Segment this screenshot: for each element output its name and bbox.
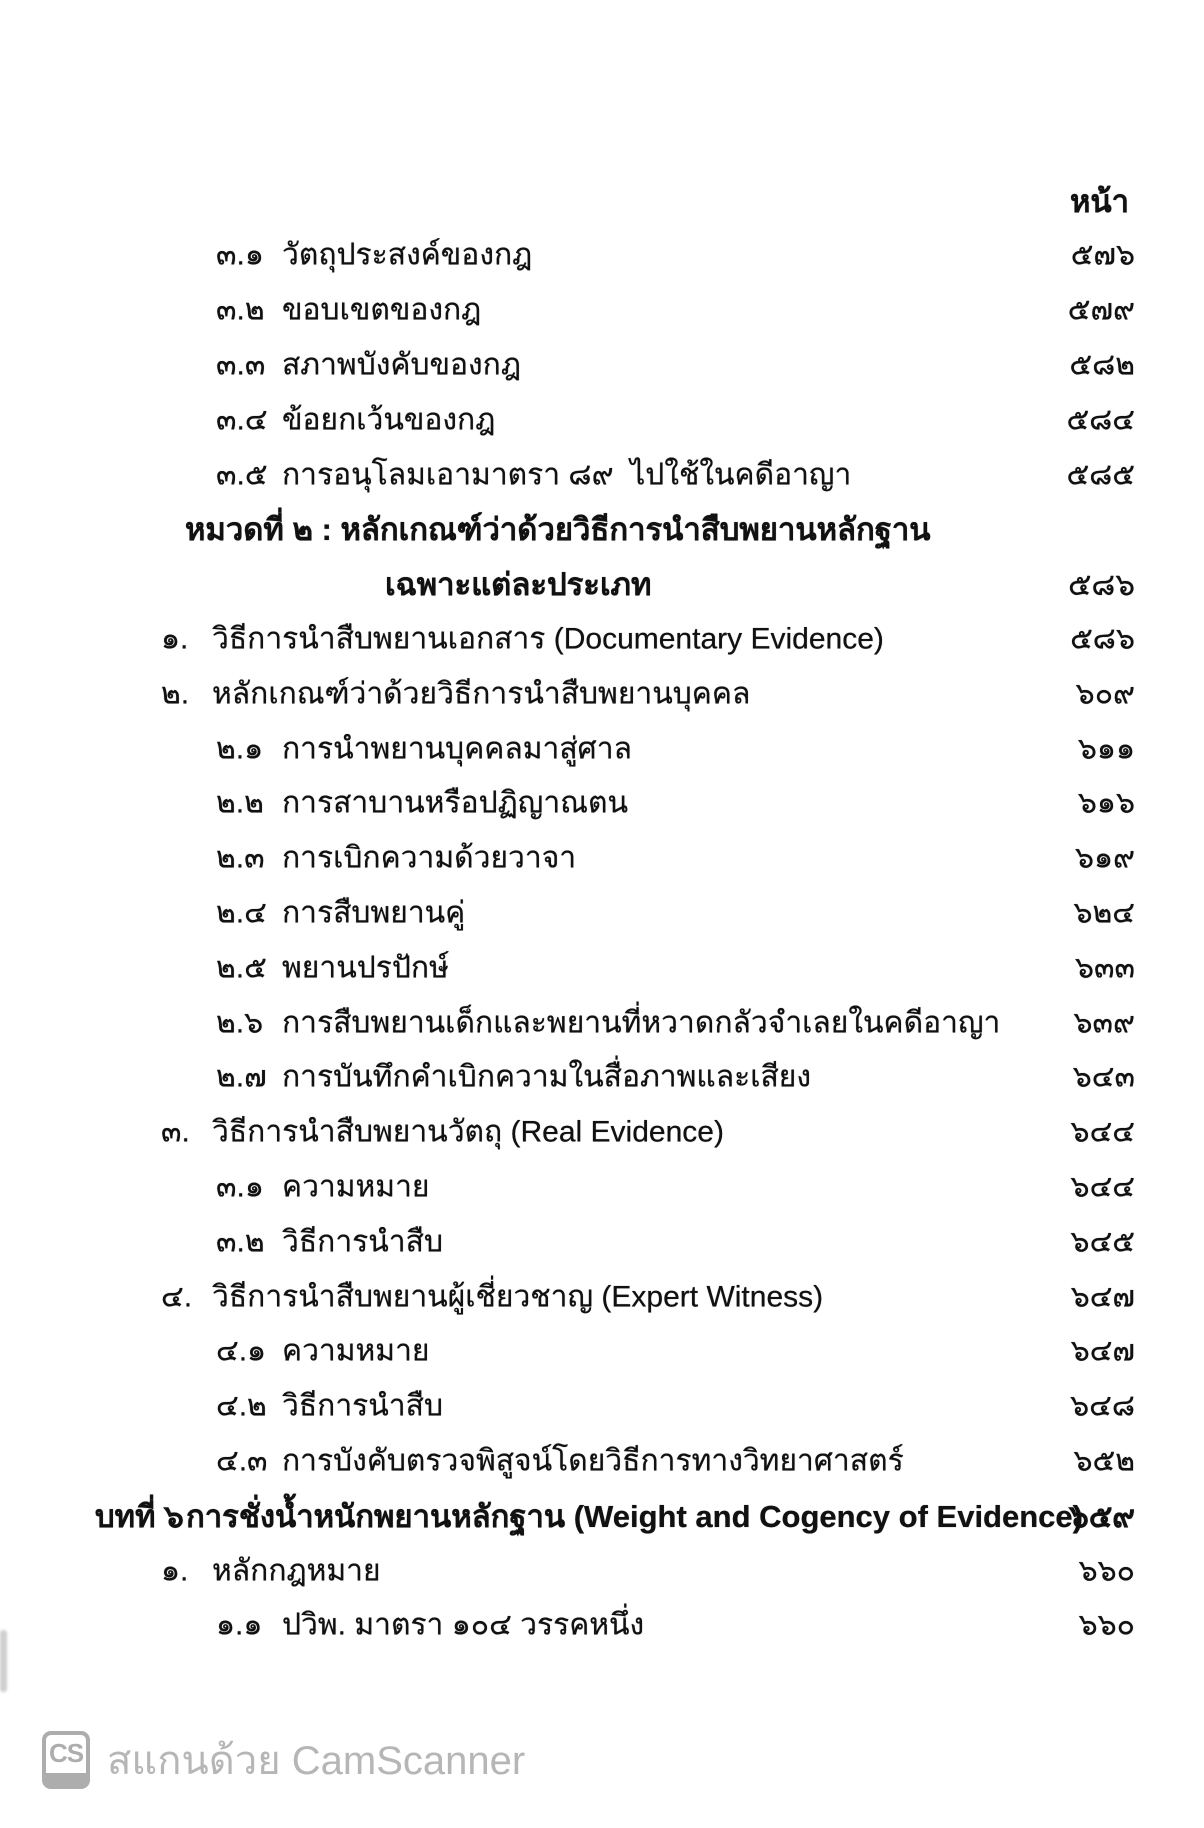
toc-page-number: ๕๘๔: [1066, 403, 1135, 437]
toc-row: [0, 831, 1204, 886]
camscanner-footer: [42, 1728, 525, 1792]
toc-item-number: ๓.๓: [216, 348, 266, 382]
toc-item-number: ๓.๒: [216, 293, 265, 327]
toc-item-title: วิธีการนำสืบพยานวัตถุ (Real Evidence): [212, 1115, 724, 1149]
toc-page-number: ๖๐๙: [1075, 677, 1135, 711]
toc-item-number: ๒.๓: [216, 841, 265, 875]
toc-item-number: ๑.: [161, 1554, 189, 1588]
toc-item-title: การนำพยานบุคคลมาสู่ศาล: [282, 732, 632, 766]
toc-page-number: ๖๔๗: [1070, 1280, 1135, 1314]
toc-page-number: ๖๓๓: [1074, 951, 1135, 985]
toc-page-number: ๕๘๖: [1067, 567, 1135, 603]
toc-item-title: การชั่งน้ำหนักพยานหลักฐาน (Weight and Cogency of Evidence): [186, 1498, 1083, 1534]
toc-page-number: ๖๔๘: [1070, 1389, 1135, 1423]
camscanner-watermark-text: สแกนด้วย CamScanner: [107, 1739, 526, 1783]
toc-item-title: การสืบพยานคู่: [282, 896, 466, 930]
toc-page-number: ๕๗๙: [1067, 293, 1135, 327]
toc-row: [0, 1598, 1204, 1653]
toc-item-number: ๒.๗: [216, 1060, 267, 1094]
toc-item-title: การบังคับตรวจพิสูจน์โดยวิธีการทางวิทยาศาสตร์: [282, 1444, 904, 1478]
toc-page-number: ๖๖๐: [1078, 1608, 1135, 1642]
toc-row: [0, 338, 1204, 393]
toc-row: [0, 1160, 1204, 1215]
toc-item-title: การบันทึกคำเบิกความในสื่อภาพและเสียง: [282, 1060, 812, 1094]
toc-item-number: ๔.๑: [216, 1334, 267, 1368]
toc-item-title: การสืบพยานเด็กและพยานที่หวาดกลัวจำเลยในคดีอาญา: [282, 1006, 1001, 1040]
toc-row: [0, 228, 1204, 283]
toc-page-number: ๕๗๖: [1070, 238, 1135, 272]
toc-page-number: ๕๘๖: [1070, 622, 1135, 656]
toc-row: [0, 1434, 1204, 1489]
toc-row: [0, 1543, 1204, 1598]
toc-row: [0, 721, 1204, 776]
toc-row: [0, 940, 1204, 995]
toc-item-number: ๓.๕: [216, 458, 268, 492]
toc-item-title: ข้อยกเว้นของกฎ: [282, 403, 496, 437]
toc-item-title: วิธีการนำสืบพยานเอกสาร (Documentary Evidence): [212, 622, 884, 656]
toc-item-number: ๔.: [161, 1280, 193, 1314]
camscanner-logo-bar: [45, 1773, 87, 1786]
toc-item-number: ๒.๔: [216, 896, 267, 930]
toc-item-number: ๒.๒: [216, 786, 264, 820]
toc-page-number: ๖๑๙: [1074, 841, 1135, 875]
toc-row: [0, 666, 1204, 721]
toc-item-number: ๑.๑: [216, 1608, 263, 1642]
camscanner-logo-text: CS: [48, 1738, 84, 1768]
toc-item-title: สภาพบังคับของกฎ: [282, 348, 521, 382]
toc-page-number: ๖๑๑: [1077, 732, 1135, 766]
toc-item-title: หลักเกณฑ์ว่าด้วยวิธีการนำสืบพยานบุคคล: [212, 677, 751, 711]
toc-item-title: ความหมาย: [282, 1334, 430, 1368]
toc-item-title: วัตถุประสงค์ของกฎ: [282, 238, 533, 272]
toc-item-number: ๔.๓: [216, 1444, 268, 1478]
toc-row: [0, 886, 1204, 941]
toc-row: [0, 1269, 1204, 1324]
table-of-contents: [0, 228, 1204, 1653]
toc-page-number: ๖๕๒: [1073, 1444, 1135, 1478]
toc-item-number: ๓.: [161, 1115, 190, 1149]
toc-item-number: ๑.: [161, 622, 189, 656]
toc-item-title: ความหมาย: [282, 1170, 430, 1204]
toc-page-number: ๕๘๕: [1066, 458, 1135, 492]
toc-page-number: ๖๔๔: [1070, 1170, 1135, 1204]
toc-row: [0, 612, 1204, 667]
toc-row: [0, 1488, 1204, 1543]
toc-row: [0, 283, 1204, 338]
toc-item-number: บทที่ ๖: [95, 1498, 184, 1534]
toc-item-number: ๒.๕: [216, 951, 267, 985]
toc-page-number: ๖๔๕: [1070, 1225, 1135, 1259]
toc-page-number: ๖๖๐: [1078, 1554, 1135, 1588]
scan-edge-artifact: [0, 1630, 7, 1692]
toc-item-title: พยานปรปักษ์: [282, 951, 449, 985]
toc-item-number: ๓.๔: [216, 403, 268, 437]
toc-item-title: การเบิกความด้วยวาจา: [282, 841, 577, 875]
toc-row: [0, 995, 1204, 1050]
toc-page-number: ๖๒๔: [1073, 896, 1135, 930]
camscanner-logo-icon: [42, 1731, 90, 1789]
toc-row: [0, 392, 1204, 447]
toc-item-title: วิธีการนำสืบพยานผู้เชี่ยวชาญ (Expert Witness): [212, 1280, 824, 1314]
toc-item-number: ๒.๑: [216, 732, 264, 766]
toc-row: [0, 1050, 1204, 1105]
toc-page-number: ๖๔๗: [1070, 1334, 1135, 1368]
toc-item-number: ๓.๒: [216, 1225, 265, 1259]
toc-page-number: ๖๔๓: [1072, 1060, 1135, 1094]
toc-row: [0, 776, 1204, 831]
toc-item-number: ๒.๖: [216, 1006, 264, 1040]
toc-item-title: วิธีการนำสืบ: [282, 1225, 443, 1259]
toc-item-title: ขอบเขตของกฎ: [282, 293, 482, 327]
toc-item-title: ปวิพ. มาตรา ๑๐๔ วรรคหนึ่ง: [282, 1608, 645, 1642]
toc-row: [0, 1324, 1204, 1379]
toc-item-number: ๓.๑: [216, 1170, 264, 1204]
toc-page-number: ๖๑๖: [1077, 786, 1135, 820]
toc-item-title: หมวดที่ ๒ : หลักเกณฑ์ว่าด้วยวิธีการนำสืบพยานหลักฐาน: [185, 512, 931, 548]
toc-row: [0, 1214, 1204, 1269]
toc-page-number: ๖๔๔: [1070, 1115, 1135, 1149]
page-column-header: หน้า: [1070, 184, 1130, 219]
toc-item-number: ๓.๑: [216, 238, 264, 272]
toc-item-number: ๒.: [161, 677, 190, 711]
toc-row: [0, 447, 1204, 502]
toc-item-number: ๔.๒: [216, 1389, 267, 1423]
toc-row: [0, 1105, 1204, 1160]
toc-item-title: การอนุโลมเอามาตรา ๘๙ ไปใช้ในคดีอาญา: [282, 458, 852, 492]
toc-item-title: การสาบานหรือปฏิญาณตน: [282, 786, 628, 820]
toc-row: [0, 502, 1204, 557]
toc-page-number: ๖๓๙: [1073, 1006, 1135, 1040]
toc-row: [0, 1379, 1204, 1434]
toc-page-number: ๖๕๙: [1069, 1498, 1135, 1534]
toc-item-title: เฉพาะแต่ละประเภท: [385, 567, 652, 603]
toc-item-title: หลักกฎหมาย: [212, 1554, 381, 1588]
toc-item-title: วิธีการนำสืบ: [282, 1389, 443, 1423]
toc-page-number: ๕๘๒: [1069, 348, 1135, 382]
toc-row: [0, 557, 1204, 612]
